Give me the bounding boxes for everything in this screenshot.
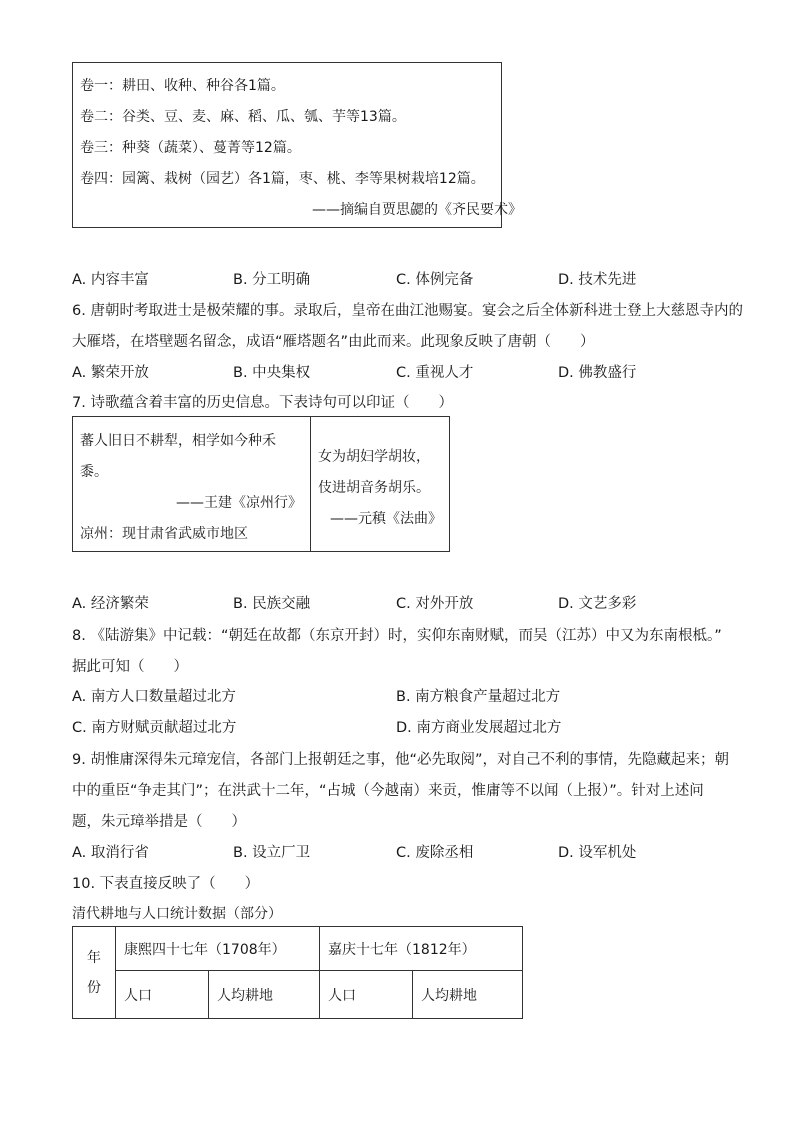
q9-option-c[interactable]: C. 废除丞相: [396, 845, 474, 861]
box-line-4: 卷四：园篱、栽树（园艺）各1篇，枣、桃、李等果树栽培12篇。: [80, 171, 485, 187]
q9-stem-line2: 中的重臣“争走其门”；在洪武十二年，“占城（今越南）来贡，惟庸等不以闻（上报）”。针对上述问: [72, 783, 704, 799]
q8-option-b[interactable]: B. 南方粮食产量超过北方: [396, 689, 561, 705]
period-2-header: 嘉庆十七年（1812年）: [320, 927, 523, 971]
year-header-char-2: 份: [87, 979, 101, 996]
q8-option-c[interactable]: C. 南方财赋贡献超过北方: [72, 720, 237, 736]
q7-left-note: 凉州：现甘肃省武威市地区: [80, 526, 248, 542]
q7-right-source: ——元稹《法曲》: [330, 511, 442, 527]
q9-stem-line3: 题，朱元璋举措是（ ）: [72, 814, 246, 830]
q7-right-line1: 女为胡妇学胡妆，: [318, 449, 430, 465]
box-line-3: 卷三：种葵（蔬菜）、蔓菁等12篇。: [80, 140, 301, 156]
q9-option-a[interactable]: A. 取消行省: [72, 845, 149, 861]
q7-option-c[interactable]: C. 对外开放: [396, 596, 474, 612]
period-2-population-header: 人口: [320, 971, 413, 1019]
q7-option-b[interactable]: B. 民族交融: [233, 596, 311, 612]
q6-option-d[interactable]: D. 佛教盛行: [558, 365, 637, 381]
q6-stem-line2: 大雁塔，在塔壁题名留念，成语“雁塔题名”由此而来。此现象反映了唐朝（ ）: [72, 334, 595, 350]
q9-option-b[interactable]: B. 设立厂卫: [233, 845, 311, 861]
q8-option-a[interactable]: A. 南方人口数量超过北方: [72, 689, 236, 705]
year-header-char-1: 年: [87, 949, 101, 966]
q9-option-d[interactable]: D. 设军机处: [558, 845, 637, 861]
q7-stem: 7. 诗歌蕴含着丰富的历史信息。下表诗句可以印证（ ）: [72, 395, 453, 411]
q8-stem-line1: 8. 《陆游集》中记载：“朝廷在故都（东京开封）时，实仰东南财赋，而吴（江苏）中又为东南根柢。”: [72, 628, 722, 644]
q8-option-d[interactable]: D. 南方商业发展超过北方: [396, 720, 562, 736]
box-source: ——摘编自贾思勰的《齐民要术》: [312, 202, 522, 218]
period-1-farmland-header: 人均耕地: [209, 971, 320, 1019]
year-header-cell: [73, 927, 116, 1019]
q7-left-source: ——王建《凉州行》: [176, 495, 302, 511]
q6-option-c[interactable]: C. 重视人才: [396, 365, 474, 381]
q7-divider: [310, 416, 311, 552]
q7-right-line2: 伎进胡音务胡乐。: [318, 480, 430, 496]
q6-option-a[interactable]: A. 繁荣开放: [72, 365, 149, 381]
q5-option-c[interactable]: C. 体例完备: [396, 272, 474, 288]
period-1-population-header: 人口: [116, 971, 209, 1019]
q6-option-b[interactable]: B. 中央集权: [233, 365, 311, 381]
q7-left-line1: 蕃人旧日不耕犁，相学如今种禾: [80, 433, 276, 449]
period-1-header: 康熙四十七年（1708年）: [116, 927, 320, 971]
q7-left-line2: 黍。: [80, 464, 108, 480]
q5-option-a[interactable]: A. 内容丰富: [72, 272, 149, 288]
q7-option-a[interactable]: A. 经济繁荣: [72, 596, 149, 612]
q10-stem: 10. 下表直接反映了（ ）: [72, 876, 260, 892]
period-2-farmland-header: 人均耕地: [413, 971, 523, 1019]
q5-option-b[interactable]: B. 分工明确: [233, 272, 311, 288]
q8-stem-line2: 据此可知（ ）: [72, 659, 188, 675]
q10-table-caption: 清代耕地与人口统计数据（部分）: [72, 906, 282, 922]
box-line-2: 卷二：谷类、豆、麦、麻、稻、瓜、瓠、芋等13篇。: [80, 109, 406, 125]
q9-stem-line1: 9. 胡惟庸深得朱元璋宠信，各部门上报朝廷之事，他“必先取阅”，对自己不利的事情，先隐藏起来；朝: [72, 752, 729, 768]
q10-data-table: [72, 926, 523, 1019]
q7-option-d[interactable]: D. 文艺多彩: [558, 596, 637, 612]
q6-stem-line1: 6. 唐朝时考取进士是极荣耀的事。录取后，皇帝在曲江池赐宴。宴会之后全体新科进士登上大慈恩寺内的: [72, 303, 743, 319]
q5-option-d[interactable]: D. 技术先进: [558, 272, 637, 288]
box-line-1: 卷一：耕田、收种、种谷各1篇。: [80, 78, 285, 94]
